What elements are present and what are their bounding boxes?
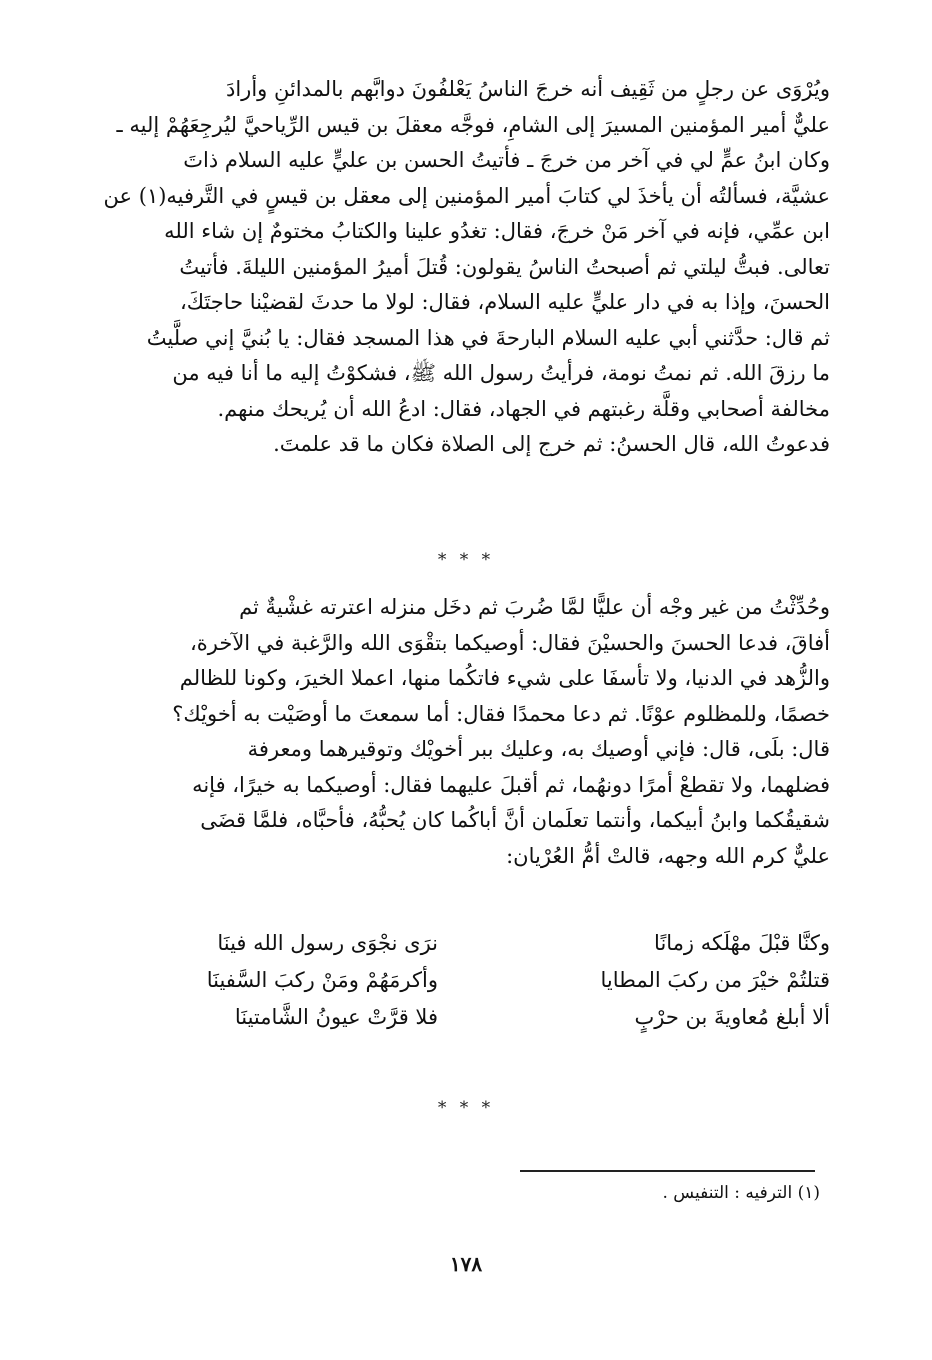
poem [108,925,830,1036]
text-line: قال: بلَى، قال: فإني أوصيك به، وعليك ببر أخويْك وتوقيرهما ومعرفة [247,737,830,761]
text-line: عليٌّ أمير المؤمنين المسيرَ إلى الشامِ، فوجَّه معقلَ بن قيس الرِّياحيَّ ليُرجِعَهُمْ إليه ـ [116,112,830,137]
text-line: ابن عمِّي، فإنه في آخر مَنْ خرجَ، فقال: تغدُو علينا والكتابُ مختومٌ إن شاء الله [164,219,830,243]
poem-verse [108,999,830,1036]
text-line: الحسنَ، وإذا به في دار عليٍّ عليه السلام، فقال: لولا ما حدثَ لقضيْنا حاجتَكَ، [179,290,830,314]
poem-hemistich-first: قتلتُمْ خيْرَ من ركبَ المطايا [600,968,830,992]
text-line: شقيقُكما وابنُ أبيكما، وأنتما تعلَمان أنَّ أباكُما كان يُحبُّهُ، فأحبَّاه، فلمَّا قضَى [200,808,830,832]
poem-hemistich-second: فلا قرَّتْ عيونُ الشَّامتينَا [234,1005,438,1029]
section-separator: * * * [437,550,495,570]
paragraph-2 [108,590,830,874]
page-number: ١٧٨ [449,1252,483,1276]
text-line: أفاقَ، فدعا الحسنَ والحسيْنَ فقال: أوصيكما بتقْوَى الله والرَّغبة في الآخرة، [189,630,830,655]
poem-hemistich-first: ألا أبلغ مُعاويةَ بن حرْبٍ [634,1005,830,1029]
text-line: عليٌّ كرم الله وجهه، قالتْ أمُّ العُرْيان: [506,843,830,868]
poem-hemistich-second: نرَى نجْوَى رسول الله فينَا [217,931,438,955]
text-line: فدعوتُ الله، قال الحسنُ: ثم خرج إلى الصلاة فكان ما قد علمتَ. [273,432,830,456]
poem-verse [108,925,830,962]
text-line: مخالفة أصحابي وقلَّة رغبتهم في الجهاد، فقال: ادعُ الله أن يُريحك منهم. [217,396,830,421]
text-line: تعالى. فبتُّ ليلتي ثم أصبحتُ الناسُ يقولون: قُتلَ أميرُ المؤمنين الليلةَ. فأتيتُ [179,254,830,279]
poem-hemistich-first: وكنَّا قبْلَ مهْلَكه زمانًا [654,931,830,955]
poem-verse [108,962,830,999]
text-line: خصمًا، وللمظلوم عوْنًا. ثم دعا محمدًا فقال: أما سمعتَ ما أوصَيْت به أخويْك؟ [172,701,830,726]
section-separator: * * * [437,1098,495,1118]
paragraph-1 [103,72,830,463]
text-line: ما رزقَ الله. ثم نمتُ نومة، فرأيتُ رسول الله ﷺ، فشكوْتُ إليه ما أنا فيه من [172,361,830,385]
text-line: والزُّهد في الدنيا، ولا تأسفَا على شيء فاتكُما منها، اعملا الخيرَ، وكونا للظالم [179,666,830,690]
text-line: فضلهما، ولا تقطعْ أمرًا دونهُما، ثم أقبلَ عليهما فقال: أوصيكما به خيرًا، فإنه [192,772,830,797]
text-line: وكان ابنُ عمٍّ لي في آخر من خرجَ ـ فأتيتُ الحسن بن عليٍّ عليه السلام ذاتَ [183,148,830,172]
footnote: (١) الترفيه : التنفيس . [662,1183,820,1203]
text-line: ويُرْوَى عن رجلٍ من ثَقِيف أنه خرجَ الناسُ يَعْلفُونَ دوابَّهم بالمدائنِ وأرادَ [226,77,830,101]
poem-hemistich-second: وأكرمَهُمْ ومَنْ ركبَ السَّفينَا [206,968,438,992]
text-line: ثم قال: حدَّثني أبي عليه السلام البارحةَ في هذا المسجد فقال: يا بُنيَّ إني صلَّيتُ [146,325,830,350]
text-line: وحُدِّثْتُ من غير وجْه أن عليًّا لمَّا ضُربَ ثم دخَل منزله اعترته غشْيةٌ ثم [239,595,830,619]
text-line: عشيَّة، فسألتُه أن يأخذَ لي كتابَ أمير المؤمنين إلى معقل بن قيسٍ في التَّرفيه(١) عن [103,183,830,208]
footnote-rule [520,1170,815,1172]
